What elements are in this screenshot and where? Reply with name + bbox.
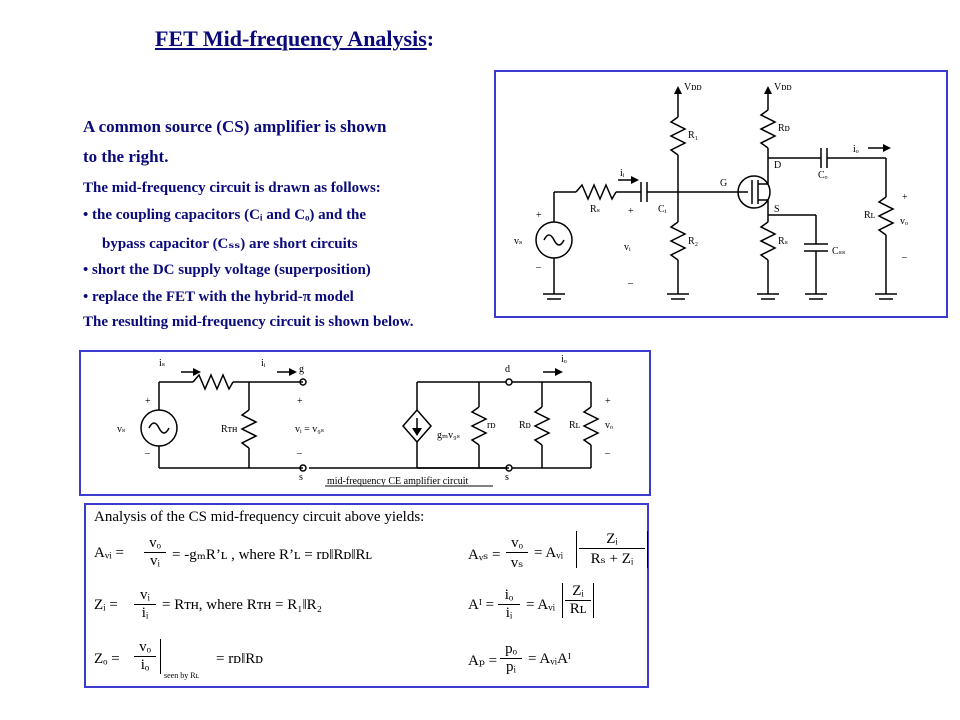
avs-expression: = Aᵥᵢ (534, 545, 564, 561)
ai-fraction: iₒ iᵢ (498, 587, 520, 622)
ai-bracket: Zᵢ Rʟ (562, 583, 594, 618)
source-node-label-2: s (505, 472, 509, 483)
rl-label: Rʟ (864, 210, 875, 221)
vo-minus: – (902, 252, 907, 263)
vdd-label-2: Vᴅᴅ (774, 82, 792, 93)
zo-expression: = rᴅ‖Rᴅ (216, 651, 264, 667)
ai-label: Aᴵ = (468, 597, 495, 613)
avi-label: Aᵥᵢ = (94, 545, 124, 561)
bullet-dc-supply: • short the DC supply voltage (superposition) (83, 262, 371, 278)
io-label-mid: iₒ (561, 354, 567, 365)
intro-line-2: to the right. (83, 147, 169, 166)
vo-plus: + (902, 192, 908, 203)
mid-frequency-diagram (79, 350, 651, 496)
rd-label: Rᴅ (778, 123, 790, 134)
analysis-box (84, 503, 649, 688)
vi-label: vᵢ (624, 242, 631, 253)
zi-label: Zᵢ = (94, 597, 118, 613)
ai-expression: = Aᵥᵢ (526, 597, 556, 613)
vi-plus: + (628, 206, 634, 217)
intro-line-4: The resulting mid-frequency circuit is shown below. (83, 314, 414, 330)
rs-source-label: Rₛ (590, 204, 601, 215)
ii-label: iᵢ (620, 168, 625, 179)
page-title: FET Mid-frequency Analysis: (155, 26, 435, 51)
vs-minus: – (536, 262, 541, 273)
bullet-hybrid-pi: • replace the FET with the hybrid-π model (83, 289, 354, 305)
vdd-label-1: Vᴅᴅ (684, 82, 702, 93)
rs-label: Rₛ (778, 236, 789, 247)
vi-minus-mid: – (297, 448, 302, 459)
avi-expression: = -gₘR’ʟ , where R’ʟ = rᴅ‖Rᴅ‖Rʟ (172, 547, 373, 563)
ii-label-mid: iᵢ (261, 358, 266, 369)
zi-expression: = Rᴛʜ, where Rᴛʜ = R₁‖R₂ (162, 597, 322, 613)
vs-plus-mid: + (145, 396, 151, 407)
ap-expression: = AᵥᵢAᴵ (528, 651, 571, 667)
bullet-coupling: • the coupling capacitors (Cᵢ and Cₒ) and the (83, 207, 367, 223)
zo-fraction: vₒ iₒ (134, 639, 161, 674)
co-label: Cₒ (818, 170, 828, 181)
ap-label: Aₚ = (468, 653, 498, 669)
analysis-heading: Analysis of the CS mid-frequency circuit above yields: (94, 509, 425, 525)
gate-label: G (720, 178, 728, 189)
drain-node-label: d (505, 364, 510, 375)
vi-minus: – (628, 278, 633, 289)
vs-label: vₛ (514, 236, 523, 247)
circuit-caption: mid-frequency CE amplifier circuit (327, 476, 469, 487)
gate-node-label: g (299, 364, 304, 375)
mid-frequency-schematic (81, 352, 653, 498)
drain-label: D (774, 160, 782, 171)
RL-label: Rʟ (569, 420, 580, 431)
bullet-bypass: bypass capacitor (Cₛₛ) are short circuits (102, 236, 358, 252)
rth-label: Rᴛʜ (221, 424, 238, 435)
source-node-label-1: s (299, 472, 303, 483)
zo-subscript: seen by Rʟ (164, 671, 199, 680)
vs-minus-mid: – (145, 448, 150, 459)
source-label: S (774, 204, 780, 215)
r2-label: R₂ (688, 236, 699, 247)
avs-label: Aᵥₛ = (468, 547, 501, 563)
vo-label: vₒ (900, 216, 908, 227)
zi-fraction: vᵢ iᵢ (134, 587, 156, 622)
is-label: iₛ (159, 358, 166, 369)
cs-amplifier-schematic (496, 72, 950, 320)
ci-label: Cᵢ (658, 204, 667, 215)
avi-fraction: vₒ vᵢ (144, 535, 166, 570)
zo-label: Zₒ = (94, 651, 120, 667)
vs-plus: + (536, 210, 542, 221)
vi-plus-mid: + (297, 396, 303, 407)
RD-label: Rᴅ (519, 420, 531, 431)
cs-amplifier-diagram (494, 70, 948, 318)
rd-small-label: rᴅ (487, 420, 496, 431)
gm-source-label: gₘv₉ₛ (437, 430, 460, 441)
intro-line-1: A common source (CS) amplifier is shown (83, 117, 387, 136)
r1-label: R₁ (688, 130, 699, 141)
vo-label-mid: vₒ (605, 420, 613, 431)
vi-vgs-label: vᵢ = v₉ₛ (295, 424, 325, 435)
css-label: Cₛₛ (832, 246, 846, 257)
avs-bracket: Zᵢ Rₛ + Zᵢ (576, 531, 648, 568)
vo-plus-mid: + (605, 396, 611, 407)
vo-minus-mid: – (605, 448, 610, 459)
avs-fraction: vₒ vₛ (506, 535, 528, 572)
intro-line-3: The mid-frequency circuit is drawn as follows: (83, 180, 381, 196)
io-label: iₒ (853, 144, 859, 155)
vs-label-mid: vₛ (117, 424, 126, 435)
ap-fraction: pₒ pᵢ (500, 641, 522, 676)
